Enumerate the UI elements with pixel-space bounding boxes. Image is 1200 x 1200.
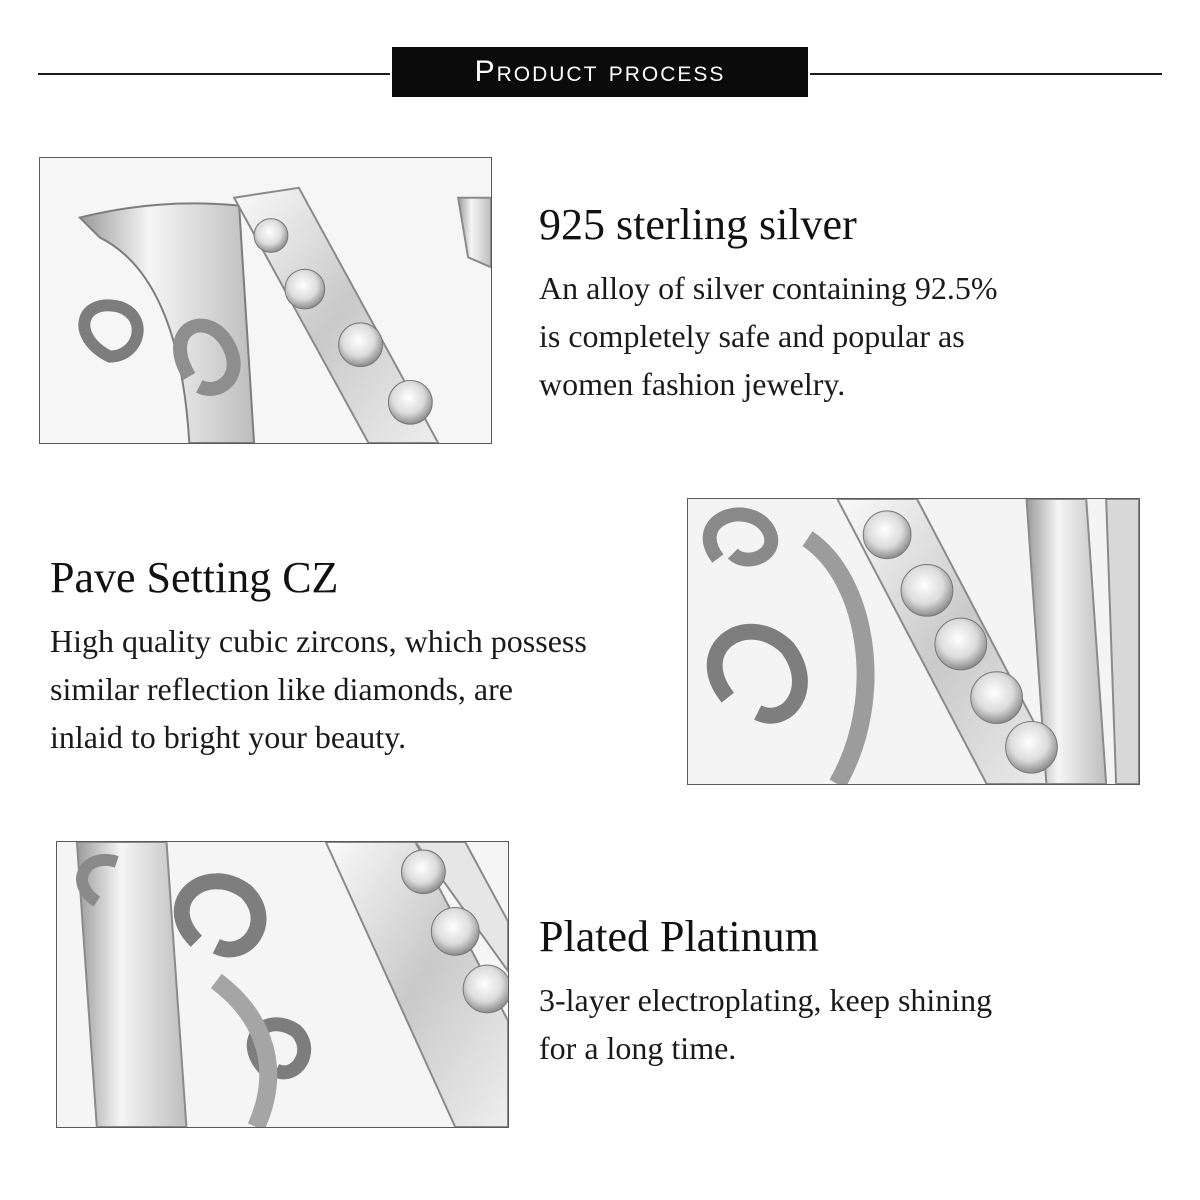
feature-line: is completely safe and popular as xyxy=(539,318,965,354)
feature-line: for a long time. xyxy=(539,1030,737,1066)
feature-plated-platinum xyxy=(539,912,1099,1072)
header-rule-right xyxy=(810,73,1162,75)
feature-title: Plated Platinum xyxy=(539,912,819,961)
section-banner xyxy=(392,47,808,97)
feature-description xyxy=(539,264,1099,408)
feature-line: 3-layer electroplating, keep shining xyxy=(539,982,993,1018)
feature-sterling-silver xyxy=(539,200,1099,408)
ring-closeup-image xyxy=(40,158,491,443)
feature-pave-setting xyxy=(50,553,670,761)
feature-line: An alloy of silver containing 92.5% xyxy=(539,270,998,306)
feature-title: 925 sterling silver xyxy=(539,200,857,249)
feature-line: inlaid to bright your beauty. xyxy=(50,719,407,755)
feature-line: similar reflection like diamonds, are xyxy=(50,671,513,707)
feature-line: women fashion jewelry. xyxy=(539,366,846,402)
feature-line: High quality cubic zircons, which possess xyxy=(50,623,587,659)
product-photo-platinum xyxy=(56,841,509,1128)
feature-description xyxy=(539,976,1099,1072)
product-photo-silver xyxy=(39,157,492,444)
header-rule-left xyxy=(38,73,390,75)
ring-closeup-image xyxy=(688,499,1139,784)
section-title: Product process xyxy=(474,55,726,88)
feature-description xyxy=(50,617,670,761)
feature-title: Pave Setting CZ xyxy=(50,553,339,602)
ring-closeup-image xyxy=(57,842,508,1127)
product-photo-pave xyxy=(687,498,1140,785)
